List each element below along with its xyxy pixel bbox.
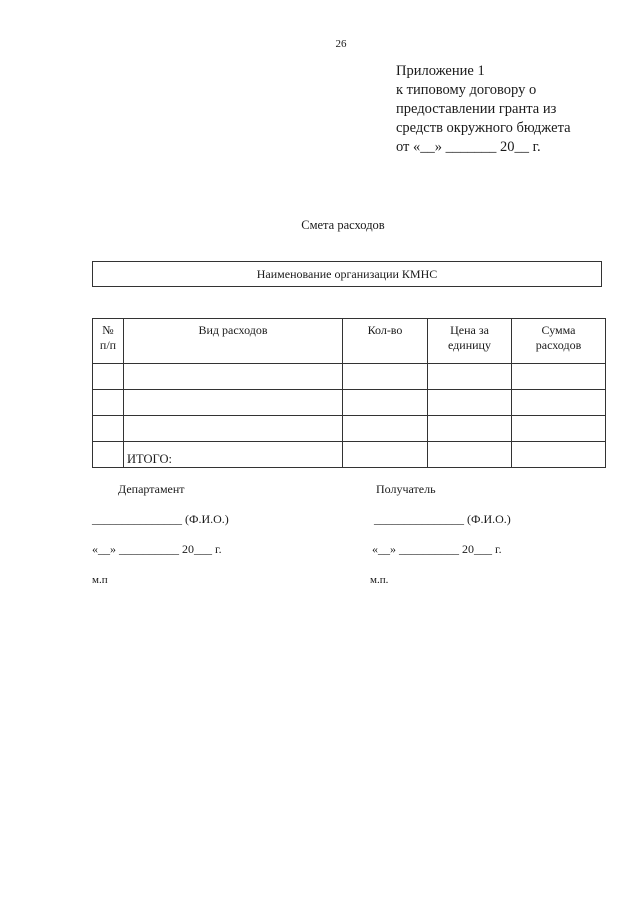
table-cell: [343, 416, 428, 442]
right-stamp-place: м.п.: [370, 574, 389, 586]
table-total-row: [93, 442, 606, 468]
right-signatory-title: Получатель: [376, 482, 436, 496]
organization-label: Наименование организации КМНС: [256, 267, 438, 281]
table-cell: [93, 442, 124, 468]
header-sum: [512, 319, 606, 364]
document-title: Смета расходов: [301, 218, 385, 232]
table-cell: [93, 390, 124, 416]
appendix-line: от «__» _______ 20__ г.: [396, 139, 541, 155]
appendix-note: [396, 62, 571, 157]
table-cell: [512, 416, 606, 442]
table-row: [93, 364, 606, 390]
header-type: [124, 319, 343, 364]
right-date-line: «__» __________ 20___ г.: [372, 542, 502, 556]
organization-name-box: [92, 261, 602, 287]
table-cell: [512, 442, 606, 468]
header-price: [428, 319, 512, 364]
table-cell: [428, 416, 512, 442]
table-cell: [428, 390, 512, 416]
table-cell: [343, 442, 428, 468]
left-stamp-place: м.п: [92, 574, 108, 586]
table-cell: [428, 364, 512, 390]
header-num-line1: №: [102, 323, 114, 337]
table-header-row: [93, 319, 606, 364]
table-cell: [512, 364, 606, 390]
header-num: [93, 319, 124, 364]
header-type-label: Вид расходов: [198, 323, 268, 337]
header-price-line2: единицу: [448, 338, 491, 352]
header-num-line2: п/п: [99, 338, 117, 352]
table-row: [93, 390, 606, 416]
header-qty-label: Кол-во: [367, 323, 403, 337]
table-cell: [428, 442, 512, 468]
appendix-line: предоставлении гранта из: [396, 101, 557, 117]
right-fio-line: _______________ (Ф.И.О.): [374, 512, 511, 526]
table-cell: [343, 390, 428, 416]
header-price-line1: Цена за: [450, 323, 489, 337]
table-cell: [343, 364, 428, 390]
table-cell: [512, 390, 606, 416]
appendix-line: средств окружного бюджета: [396, 120, 571, 136]
left-date-line: «__» __________ 20___ г.: [92, 542, 222, 556]
table-cell: [124, 390, 343, 416]
header-qty: [343, 319, 428, 364]
table-row: [93, 416, 606, 442]
appendix-line: Приложение 1: [396, 63, 485, 79]
page-number: 26: [335, 38, 347, 50]
header-sum-line1: Сумма: [541, 323, 576, 337]
header-sum-line2: расходов: [535, 338, 582, 352]
table-cell: [93, 364, 124, 390]
table-cell: [93, 416, 124, 442]
table-cell: [124, 364, 343, 390]
left-signatory-title: Департамент: [118, 482, 185, 496]
total-label: ИТОГО:: [124, 442, 343, 468]
appendix-line: к типовому договору о: [396, 82, 537, 98]
left-fio-line: _______________ (Ф.И.О.): [92, 512, 229, 526]
table-cell: [124, 416, 343, 442]
expenses-table: [92, 318, 606, 468]
